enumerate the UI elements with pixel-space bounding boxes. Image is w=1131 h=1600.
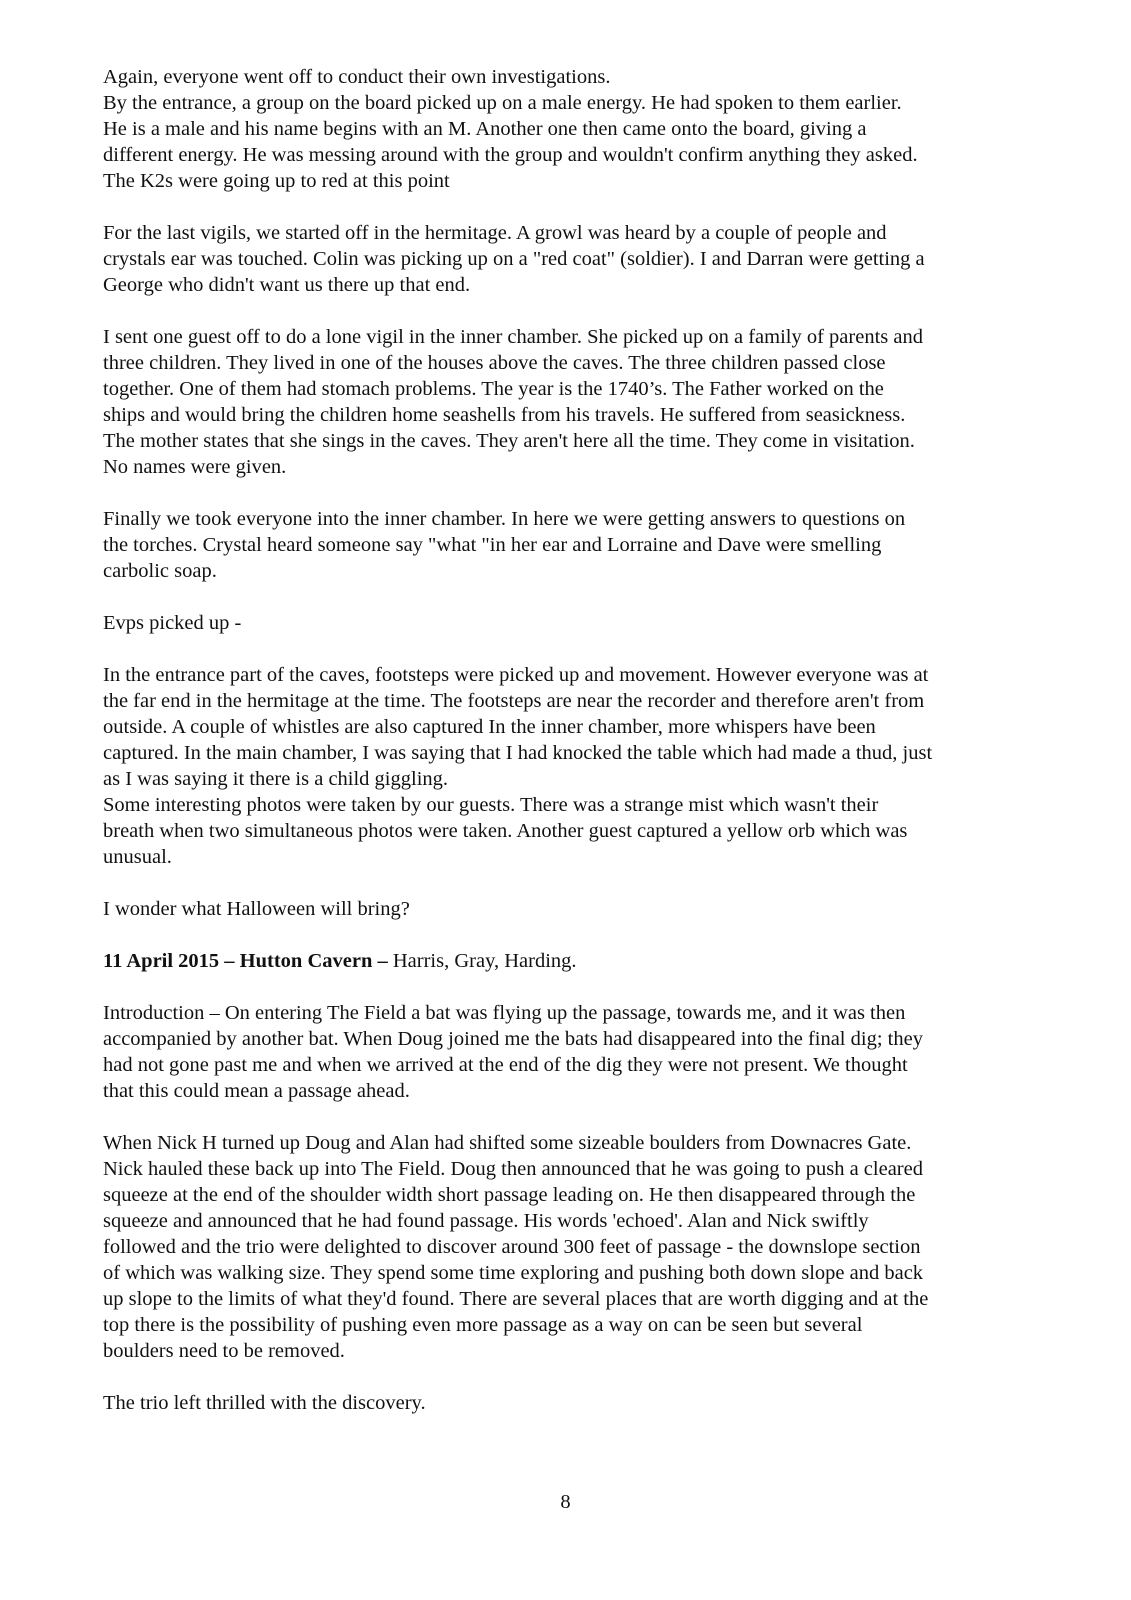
entry-heading-date-location: 11 April 2015 – Hutton Cavern – <box>103 950 388 972</box>
document-page <box>103 64 1038 1416</box>
paragraph-lone-vigil: I sent one guest off to do a lone vigil in the inner chamber. She picked up on a family of parents and three children. They lived in one of the houses above the caves. The three children passed close together. One of them had stomach problems. The year is the 1740’s. The Father worked on the ships and would bring the children home seashells from his travels. He suffered from seasickness. The mother states that she sings in the caves. They aren't here all the time. They come in visitation. No names were given. <box>103 326 923 478</box>
paragraph-evps-label: Evps picked up - <box>103 612 242 634</box>
entry-heading <box>103 948 1038 974</box>
paragraph-inner-chamber: Finally we took everyone into the inner chamber. In here we were getting answers to questions on the torches. Crystal heard someone say "what "in her ear and Lorraine and Dave were smelling carbolic soap. <box>103 508 906 582</box>
paragraph-halloween: I wonder what Halloween will bring? <box>103 898 410 920</box>
paragraph-evps-details: In the entrance part of the caves, footsteps were picked up and movement. However everyone was at the far end in the hermitage at the time. The footsteps are near the recorder and therefore aren't from outside. A couple of whistles are also captured In the inner chamber, more whispers have been captured. In the main chamber, I was saying that I had knocked the table which had made a thud, just as I was saying it there is a child giggling. Some interesting photos were taken by our guests. There was a strange mist which wasn't their breath when two simultaneous photos were taken. Another guest captured a yellow orb which was unusual. <box>103 664 933 868</box>
page-number: 8 <box>560 1491 571 1513</box>
paragraph-conclusion: The trio left thrilled with the discovery. <box>103 1392 426 1414</box>
paragraph-discovery: When Nick H turned up Doug and Alan had shifted some sizeable boulders from Downacres Gate. Nick hauled these back up into The Field. Doug then announced that he was going to push a cleared squeeze at the end of the shoulder width short passage leading on. He then disappeared through the squeeze and announced that he had found passage. His words 'echoed'. Alan and Nick swiftly followed and the trio were delighted to discover around 300 feet of passage - the downslope section of which was walking size. They spend some time exploring and pushing both down slope and back up slope to the limits of what they'd found. There are several places that are worth digging and at the top there is the possibility of pushing even more passage as a way on can be seen but several boulders need to be removed. <box>103 1132 929 1362</box>
paragraph-investigations: Again, everyone went off to conduct their own investigations. By the entrance, a group on the board picked up on a male energy. He had spoken to them earlier. He is a male and his name begins with an M. Another one then came onto the board, giving a different energy. He was messing around with the group and wouldn't confirm anything they asked. The K2s were going up to red at this point <box>103 66 918 192</box>
entry-heading-names: Harris, Gray, Harding. <box>387 950 577 972</box>
paragraph-introduction: Introduction – On entering The Field a bat was flying up the passage, towards me, and it was then accompanied by another bat. When Doug joined me the bats had disappeared into the final dig; they had not gone past me and when we arrived at the end of the dig they were not present. We thought that this could mean a passage ahead. <box>103 1002 923 1102</box>
paragraph-last-vigils: For the last vigils, we started off in the hermitage. A growl was heard by a couple of people and crystals ear was touched. Colin was picking up on a "red coat" (soldier). I and Darran were getting a George who didn't want us there up that end. <box>103 222 925 296</box>
